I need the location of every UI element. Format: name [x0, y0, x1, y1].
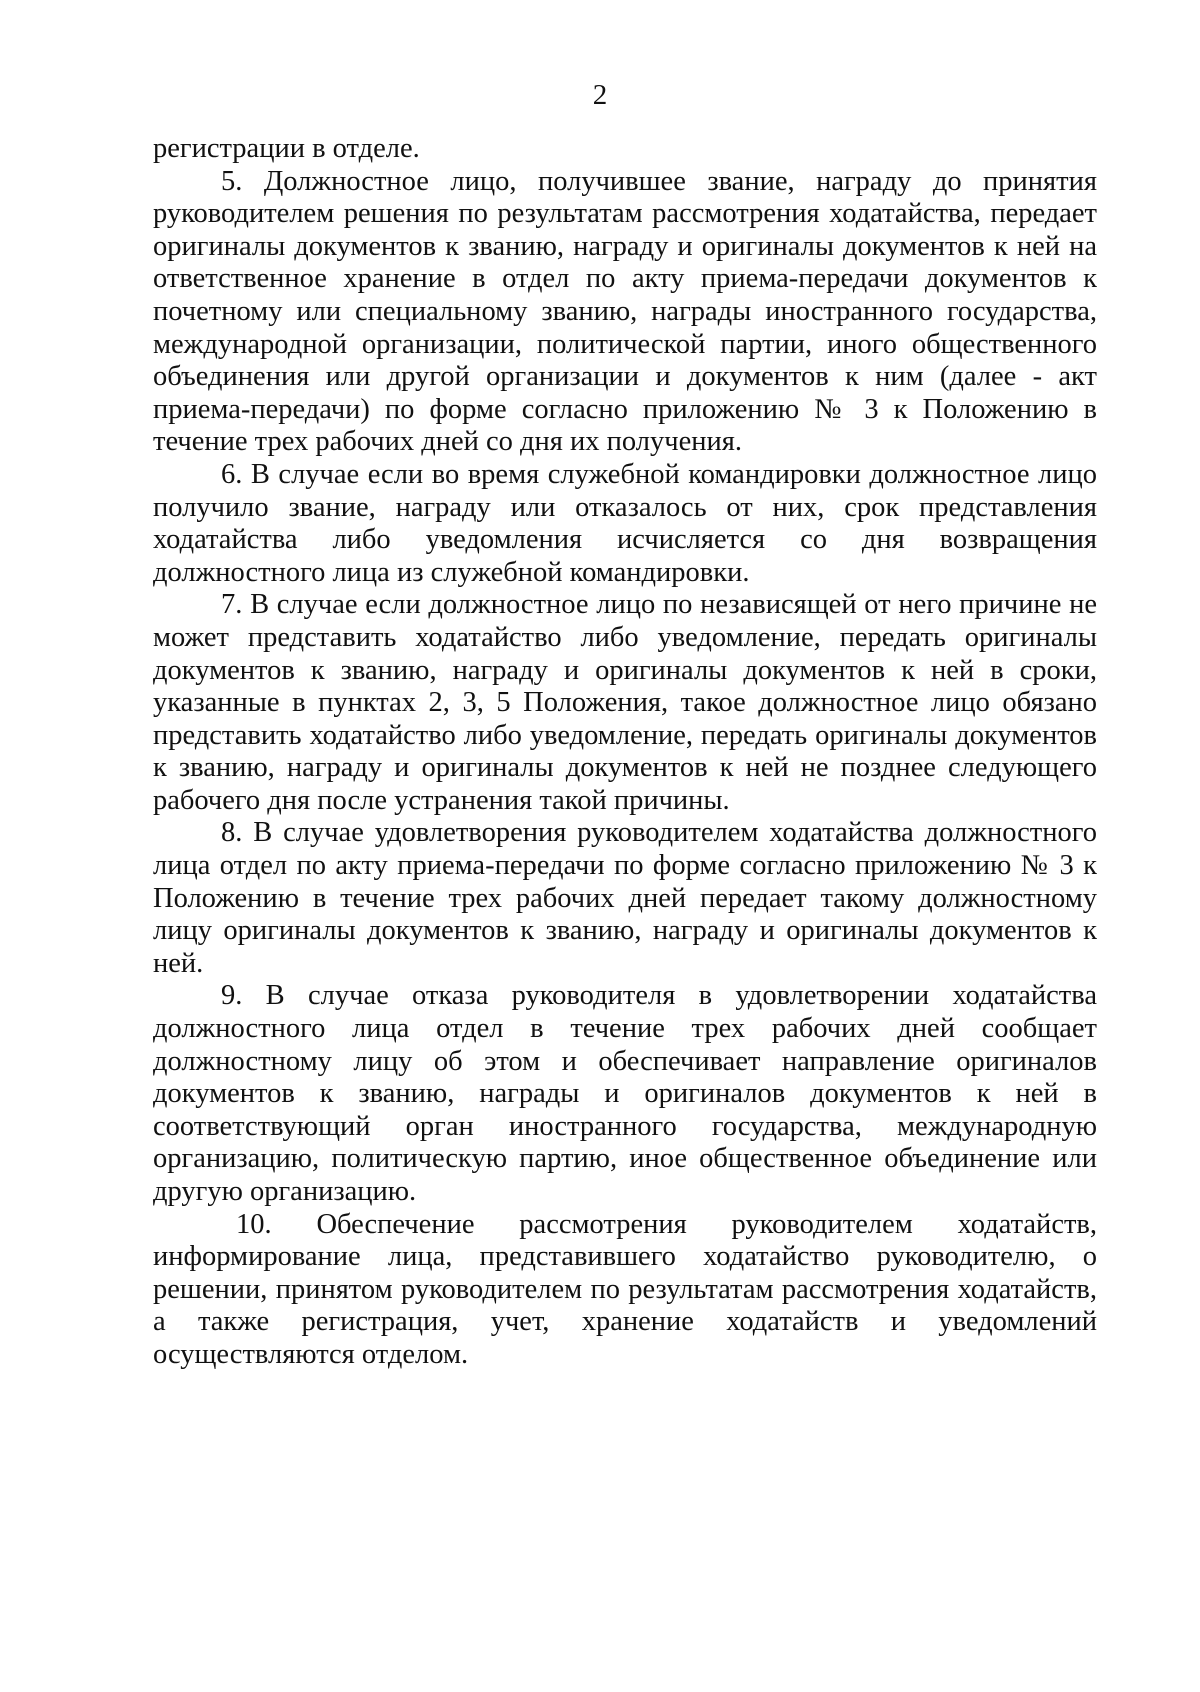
paragraph-7: 7. В случае если должностное лицо по независящей от него причине не может представить ходатайство либо уведомление, передать оригиналы документов к званию, награду и оригиналы документов к ней в сроки, указанные в пунктах 2, 3, 5 Положения, такое должностное лицо обязано представить ходатайство либо уведомление, передать оригиналы документов к званию, награду и оригиналы документов к ней не позднее следующего рабочего дня после устранения такой причины. — [153, 589, 1097, 816]
paragraph-8: 8. В случае удовлетворения руководителем ходатайства должностного лица отдел по акту приема-передачи по форме согласно приложению № 3 к Положению в течение трех рабочих дней передает такому должностному лицу оригиналы документов к званию, награду и оригиналы документов к ней. — [153, 817, 1097, 979]
paragraph-6: 6. В случае если во время служебной командировки должностное лицо получило звание, награду или отказалось от них, срок представления ходатайства либо уведомления исчисляется со дня возвращения должностного лица из служебной командировки. — [153, 458, 1097, 588]
paragraph-9: 9. В случае отказа руководителя в удовлетворении ходатайства должностного лица отдел в течение трех рабочих дней сообщает должностному лицу об этом и обеспечивает направление оригиналов документов к званию, награды и оригиналов документов к ней в соответствующий орган иностранного государства, международную организацию, политическую партию, иное общественное объединение или другую организацию. — [153, 980, 1097, 1207]
document-body — [153, 133, 1097, 1372]
page-number: 2 — [592, 79, 608, 111]
paragraph-continuation: регистрации в отделе. — [153, 133, 420, 164]
paragraph-10: 10. Обеспечение рассмотрения руководителем ходатайств, информирование лица, представившего ходатайство руководителю, о решении, принятом руководителем по результатам рассмотрения ходатайств, а также регистрация, учет, хранение ходатайств и уведомлений осуществляются отделом. — [153, 1208, 1097, 1370]
paragraph-5: 5. Должностное лицо, получившее звание, награду до принятия руководителем решения по результатам рассмотрения ходатайства, передает оригиналы документов к званию, награду и оригиналы документов к ней на ответственное хранение в отдел по акту приема-передачи документов к почетному или специальному званию, награды иностранного государства, международной организации, политической партии, иного общественного объединения или другой организации и документов к ним (далее - акт приема-передачи) по форме согласно приложению № 3 к Положению в течение трех рабочих дней со дня их получения. — [153, 165, 1097, 458]
